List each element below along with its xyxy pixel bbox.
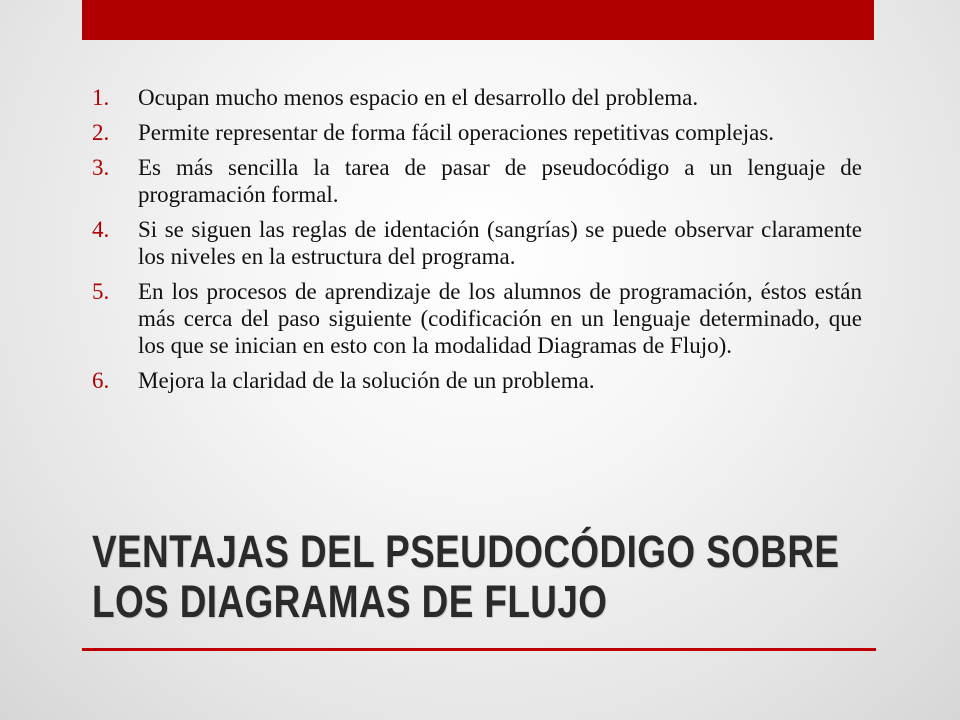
list-item-number: 4.	[92, 217, 110, 242]
title-underline-rule	[82, 648, 876, 651]
list-item-text: En los procesos de aprendizaje de los alumnos de programación, éstos están más cerca del paso siguiente (codificación en un lenguaje determinado, que los que se inician en esto con la modalidad Diagramas de Flujo).	[138, 279, 862, 358]
slide-title-line-1: VENTAJAS DEL PSEUDOCÓDIGO SOBRE	[92, 526, 840, 577]
list-item	[92, 119, 862, 146]
list-item-text: Ocupan mucho menos espacio en el desarrollo del problema.	[138, 85, 699, 110]
list-item	[92, 154, 862, 208]
list-item-text: Mejora la claridad de la solución de un problema.	[138, 368, 595, 393]
list-item	[92, 367, 862, 394]
slide-body	[92, 84, 862, 402]
list-item-number: 1.	[92, 85, 110, 110]
list-item	[92, 278, 862, 359]
list-item	[92, 84, 862, 111]
list-item-number: 5.	[92, 279, 110, 304]
slide-title-line-2: LOS DIAGRAMAS DE FLUJO	[92, 576, 608, 627]
list-item-number: 2.	[92, 120, 110, 145]
list-item-text: Si se siguen las reglas de identación (sangrías) se puede observar claramente los niveles en la estructura del programa.	[138, 217, 862, 269]
list-item-text: Permite representar de forma fácil operaciones repetitivas complejas.	[138, 120, 775, 145]
list-item-number: 6.	[92, 368, 110, 393]
list-item-text: Es más sencilla la tarea de pasar de pseudocódigo a un lenguaje de programación formal.	[138, 155, 862, 207]
top-accent-bar	[82, 0, 874, 40]
slide-title	[92, 527, 872, 627]
list-item-number: 3.	[92, 155, 110, 180]
list-item	[92, 216, 862, 270]
advantages-list	[92, 84, 862, 394]
